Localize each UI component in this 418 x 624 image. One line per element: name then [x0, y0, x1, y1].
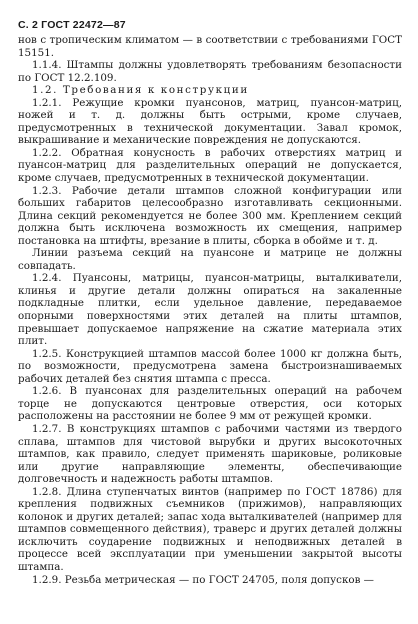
paragraph-1-2-4: 1.2.4. Пуансоны, матрицы, пуансон-матрицы, выталкиватели, клинья и другие детали должны опираться на закаленные подкладные плитки, если удельное давление, передаваемое опорными поверхностями этих деталей на плиты штампов, превышает допускаемое напряжение на сжатие материала этих плит. [18, 272, 402, 348]
paragraph-1-2-1: 1.2.1. Режущие кромки пуансонов, матриц, пуансон-матриц, ножей и т. д. должны быть острыми, кроме случаев, предусмотренных в технической документации. Завал кромок, выкрашивание и механические повреждения не допускаются. [18, 96, 402, 147]
paragraph-1-2-3-lines: Линии разъема секций на пуансоне и матрице не должны совпадать. [18, 247, 402, 272]
paragraph-1-1-4: 1.1.4. Штампы должны удовлетворять требованиям безопасности по ГОСТ 12.2.109. [18, 59, 402, 84]
paragraph-continuation: нов с тропическим климатом — в соответствии с требованиями ГОСТ 15151. [18, 34, 402, 59]
page-header: С. 2 ГОСТ 22472—87 [18, 19, 126, 31]
paragraph-1-2-3: 1.2.3. Рабочие детали штампов сложной конфигурации или больших габаритов целесообразно изготавливать секционными. Длина секций рекомендуется не более 300 мм. Креплением секций должна быть исключена возможность их смещения, например постановка на штифты, врезание в плиты, сборка в обойме и т. д. [18, 184, 402, 247]
paragraph-1-2-7: 1.2.7. В конструкциях штампов с рабочими частями из твердого сплава, штампов для чистовой вырубки и других высокоточных штампов, как правило, следует применять шариковые, роликовые или другие направляющие элементы, обеспечивающие долговечность и надежность работы штампов. [18, 422, 402, 486]
paragraph-1-2-6: 1.2.6. В пуансонах для разделительных операций на рабочем торце не допускаются центровые отверстия, оси которых расположены на расстоянии не более 9 мм от режущей кромки. [18, 385, 402, 423]
section-heading-1-2: 1.2. Требования к конструкции [32, 84, 249, 97]
paragraph-1-2-9: 1.2.9. Резьба метрическая — по ГОСТ 24705, поля допусков — [32, 573, 374, 586]
document-body [18, 34, 402, 586]
paragraph-1-2-5: 1.2.5. Конструкцией штампов массой более 1000 кг должна быть, по возможности, предусмотрена замена быстроизнашиваемых рабочих деталей без снятия штампа с пресса. [18, 347, 402, 385]
paragraph-1-2-8: 1.2.8. Длина ступенчатых винтов (например по ГОСТ 18786) для крепления подвижных съемников (прижимов), направляющих колонок и других деталей; запас хода выталкивателей (например для штампов совмещенного действия), траверс и других деталей должны исключить соударение подвижных и неподвижных деталей в процессе всей эксплуатации при уменьшении закрытой высоты штампа. [18, 485, 402, 573]
document-page [18, 18, 402, 586]
paragraph-1-2-2: 1.2.2. Обратная конусность в рабочих отверстиях матриц и пуансон-матриц для разделительных операций не допускается, кроме случаев, предусмотренных в технической документации. [18, 146, 402, 185]
